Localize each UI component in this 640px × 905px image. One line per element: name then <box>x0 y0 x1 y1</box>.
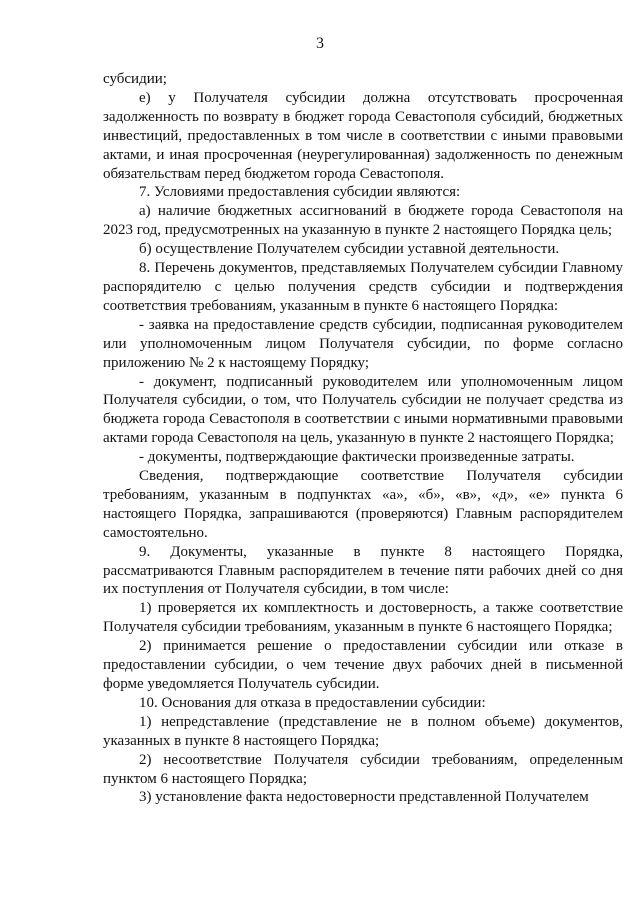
paragraph: 10. Основания для отказа в предоставлении субсидии: <box>139 694 486 711</box>
paragraph: 2) несоответствие Получателя субсидии требованиям, определенным пунктом 6 настоящего Порядка; <box>103 751 623 787</box>
paragraph: - заявка на предоставление средств субсидии, подписанная руководителем или уполномоченным лицом Получателя субсидии, по форме согласно приложению № 2 к настоящему Порядку; <box>103 316 623 371</box>
paragraph: 2) принимается решение о предоставлении субсидии или отказе в предоставлении субсидии, о чем течение двух рабочих дней в письменной форме уведомляется Получатель субсидии. <box>103 638 623 692</box>
paragraph: е) у Получателя субсидии должна отсутствовать просроченная задолженность по возврату в бюджет города Севастополя субсидий, бюджетных инвестиций, предоставленных в том числе в соответствии с иными правовыми актами, и иная просроченная (неурегулированная) задолженность по денежным обязательствам перед бюджетом города Севастополя. <box>103 89 623 182</box>
paragraph: Сведения, подтверждающие соответствие Получателя субсидии требованиям, указанным в подпунктах «а», «б», «в», «д», «е» пункта 6 настоящего Порядка, запрашиваются (проверяются) Главным распорядителем самостоятельно. <box>103 468 623 541</box>
document-body <box>103 70 623 807</box>
page-number: 3 <box>316 35 324 52</box>
paragraph: 7. Условиями предоставления субсидии являются: <box>139 184 461 201</box>
paragraph: субсидии; <box>103 71 167 87</box>
paragraph: б) осуществление Получателем субсидии уставной деятельности. <box>139 241 560 258</box>
paragraph: 1) непредставление (представление не в полном объеме) документов, указанных в пункте 8 настоящего Порядка; <box>103 713 623 749</box>
paragraph: 3) установление факта недостоверности представленной Получателем <box>139 789 589 806</box>
paragraph: - документ, подписанный руководителем или уполномоченным лицом Получателя субсидии, о том, что Получатель субсидии не получает средства из бюджета города Севастополя в соответствии с иными нормативными правовыми актами города Севастополя на цель, указанную в пункте 2 настоящего Порядка; <box>103 373 623 447</box>
paragraph: - документы, подтверждающие фактически произведенные затраты. <box>139 449 575 466</box>
paragraph: а) наличие бюджетных ассигнований в бюджете города Севастополя на 2023 год, предусмотренных на указанную в пункте 2 настоящего Порядка цель; <box>103 203 623 239</box>
paragraph: 1) проверяется их комплектность и достоверность, а также соответствие Получателя субсидии требованиям, указанным в пункте 6 настоящего Порядка; <box>103 600 623 636</box>
paragraph: 9. Документы, указанные в пункте 8 настоящего Порядка, рассматриваются Главным распорядителем в течение пяти рабочих дней со дня их поступления от Получателя субсидии, в том числе: <box>103 543 623 598</box>
paragraph: 8. Перечень документов, представляемых Получателем субсидии Главному распорядителю с целью получения средств субсидии и подтверждения соответствия требованиям, указанным в пункте 6 настоящего Порядка: <box>103 260 623 314</box>
